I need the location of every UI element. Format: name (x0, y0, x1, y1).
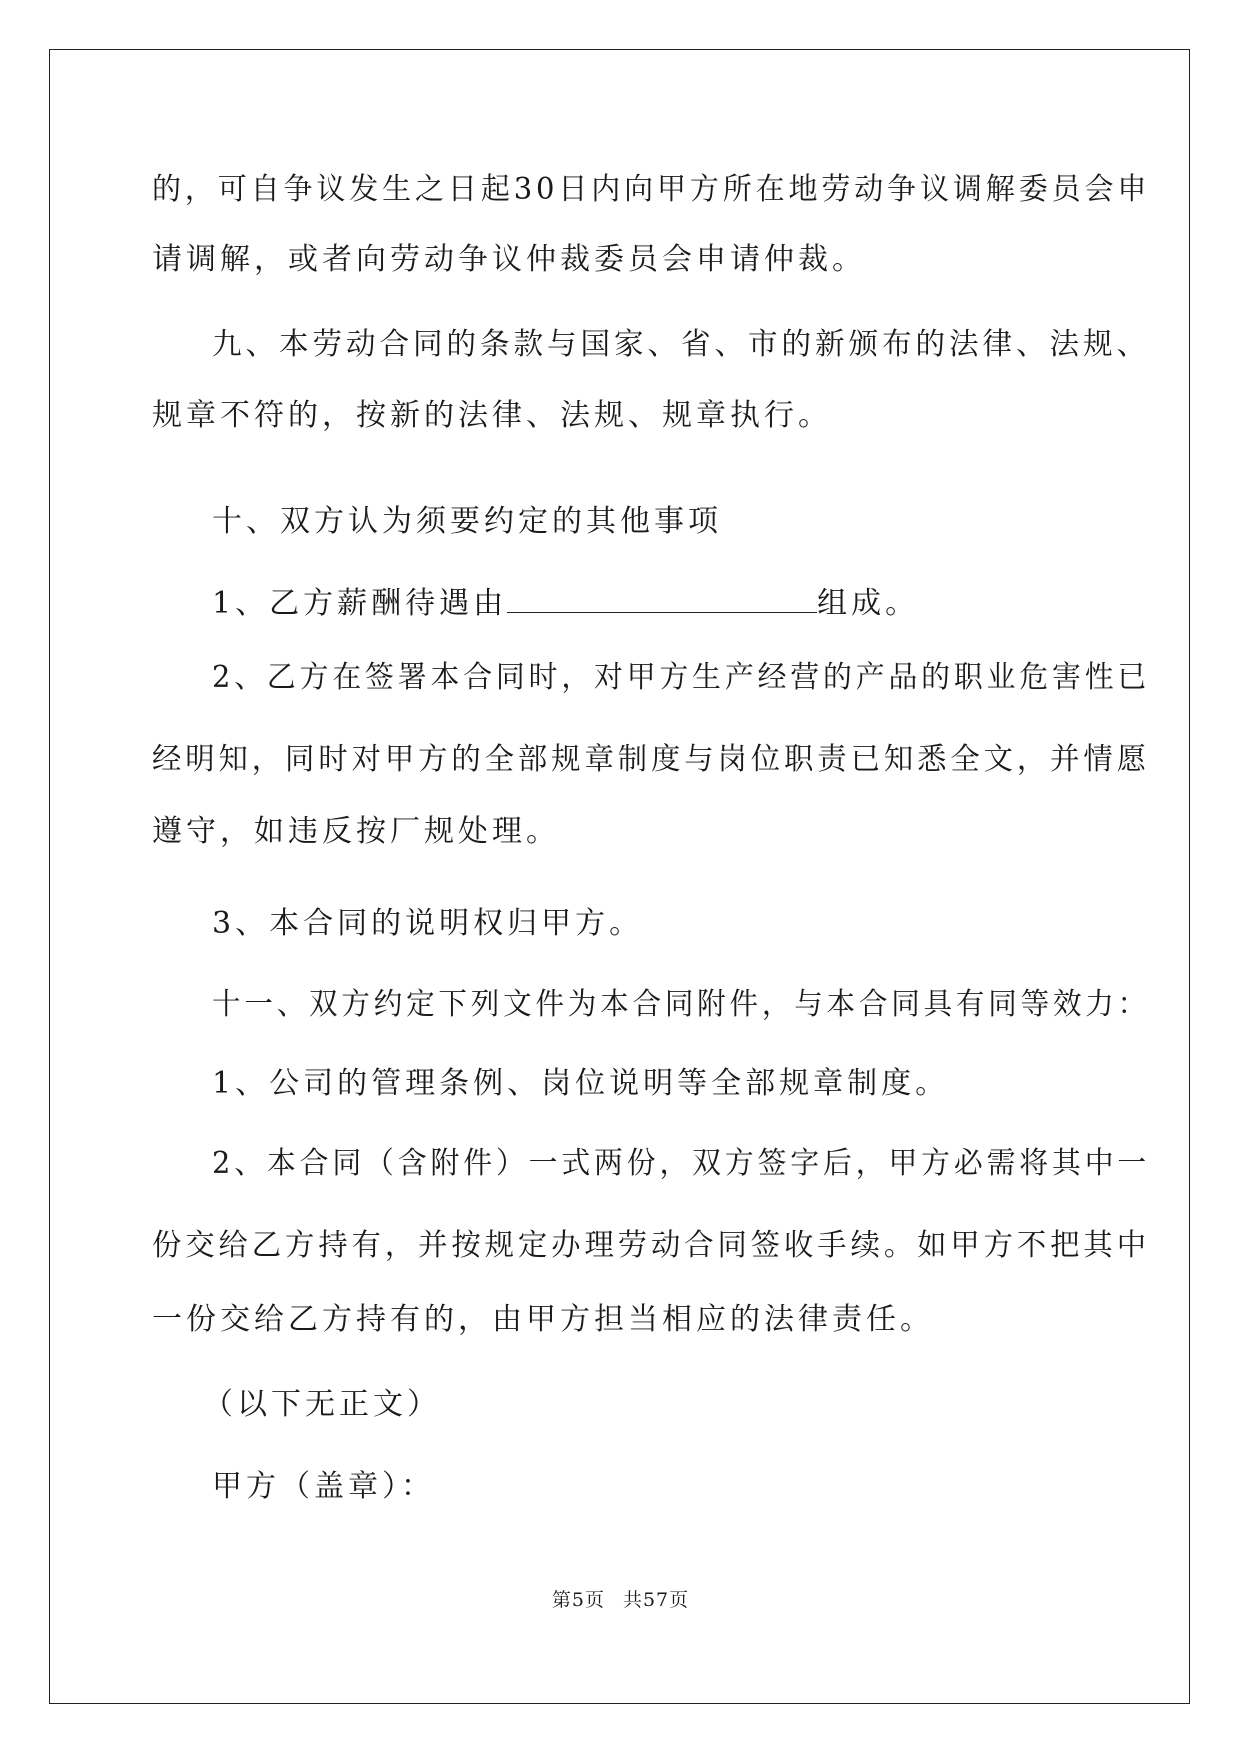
salary-label: 1、乙方薪酬待遇由 (212, 586, 508, 621)
text-line: 2、乙方在签署本合同时，对甲方生产经营的产品的职业危害性已 (212, 660, 1151, 695)
text-line: 的，可自争议发生之日起30日内向甲方所在地劳动争议调解委员会申 (152, 172, 1151, 207)
salary-blank-field (507, 580, 817, 613)
salary-suffix: 组成。 (817, 586, 920, 621)
clause-10-heading: 十、双方认为须要约定的其他事项 (212, 504, 722, 539)
text-line: 份交给乙方持有，并按规定办理劳动合同签收手续。如甲方不把其中 (152, 1228, 1150, 1263)
text-line: 规章不符的，按新的法律、法规、规章执行。 (152, 398, 832, 433)
text-line: 请调解，或者向劳动争议仲裁委员会申请仲裁。 (152, 242, 866, 277)
page-number: 第5页 (551, 1589, 605, 1611)
page-footer (0, 1588, 1241, 1612)
text-line: 3、本合同的说明权归甲方。 (212, 906, 644, 941)
clause-9-line: 九、本劳动合同的条款与国家、省、市的新颁布的法律、法规、 (212, 327, 1151, 362)
party-a-signature-label: 甲方（盖章）： (212, 1469, 435, 1504)
clause-11-heading: 十一、双方约定下列文件为本合同附件，与本合同具有同等效力： (212, 987, 1150, 1022)
page-border (49, 49, 1190, 1704)
page-total: 共57页 (622, 1589, 690, 1611)
text-line: 2、本合同（含附件）一式两份，双方签字后，甲方必需将其中一 (212, 1146, 1151, 1181)
text-line: 一份交给乙方持有的，由甲方担当相应的法律责任。 (152, 1302, 934, 1337)
end-of-text-note: （以下无正文） (203, 1387, 441, 1422)
salary-line (212, 580, 919, 620)
text-line: 遵守，如违反按厂规处理。 (152, 814, 560, 849)
text-line: 经明知，同时对甲方的全部规章制度与岗位职责已知悉全文，并情愿 (152, 742, 1150, 777)
text-line: 1、公司的管理条例、岗位说明等全部规章制度。 (212, 1066, 950, 1101)
